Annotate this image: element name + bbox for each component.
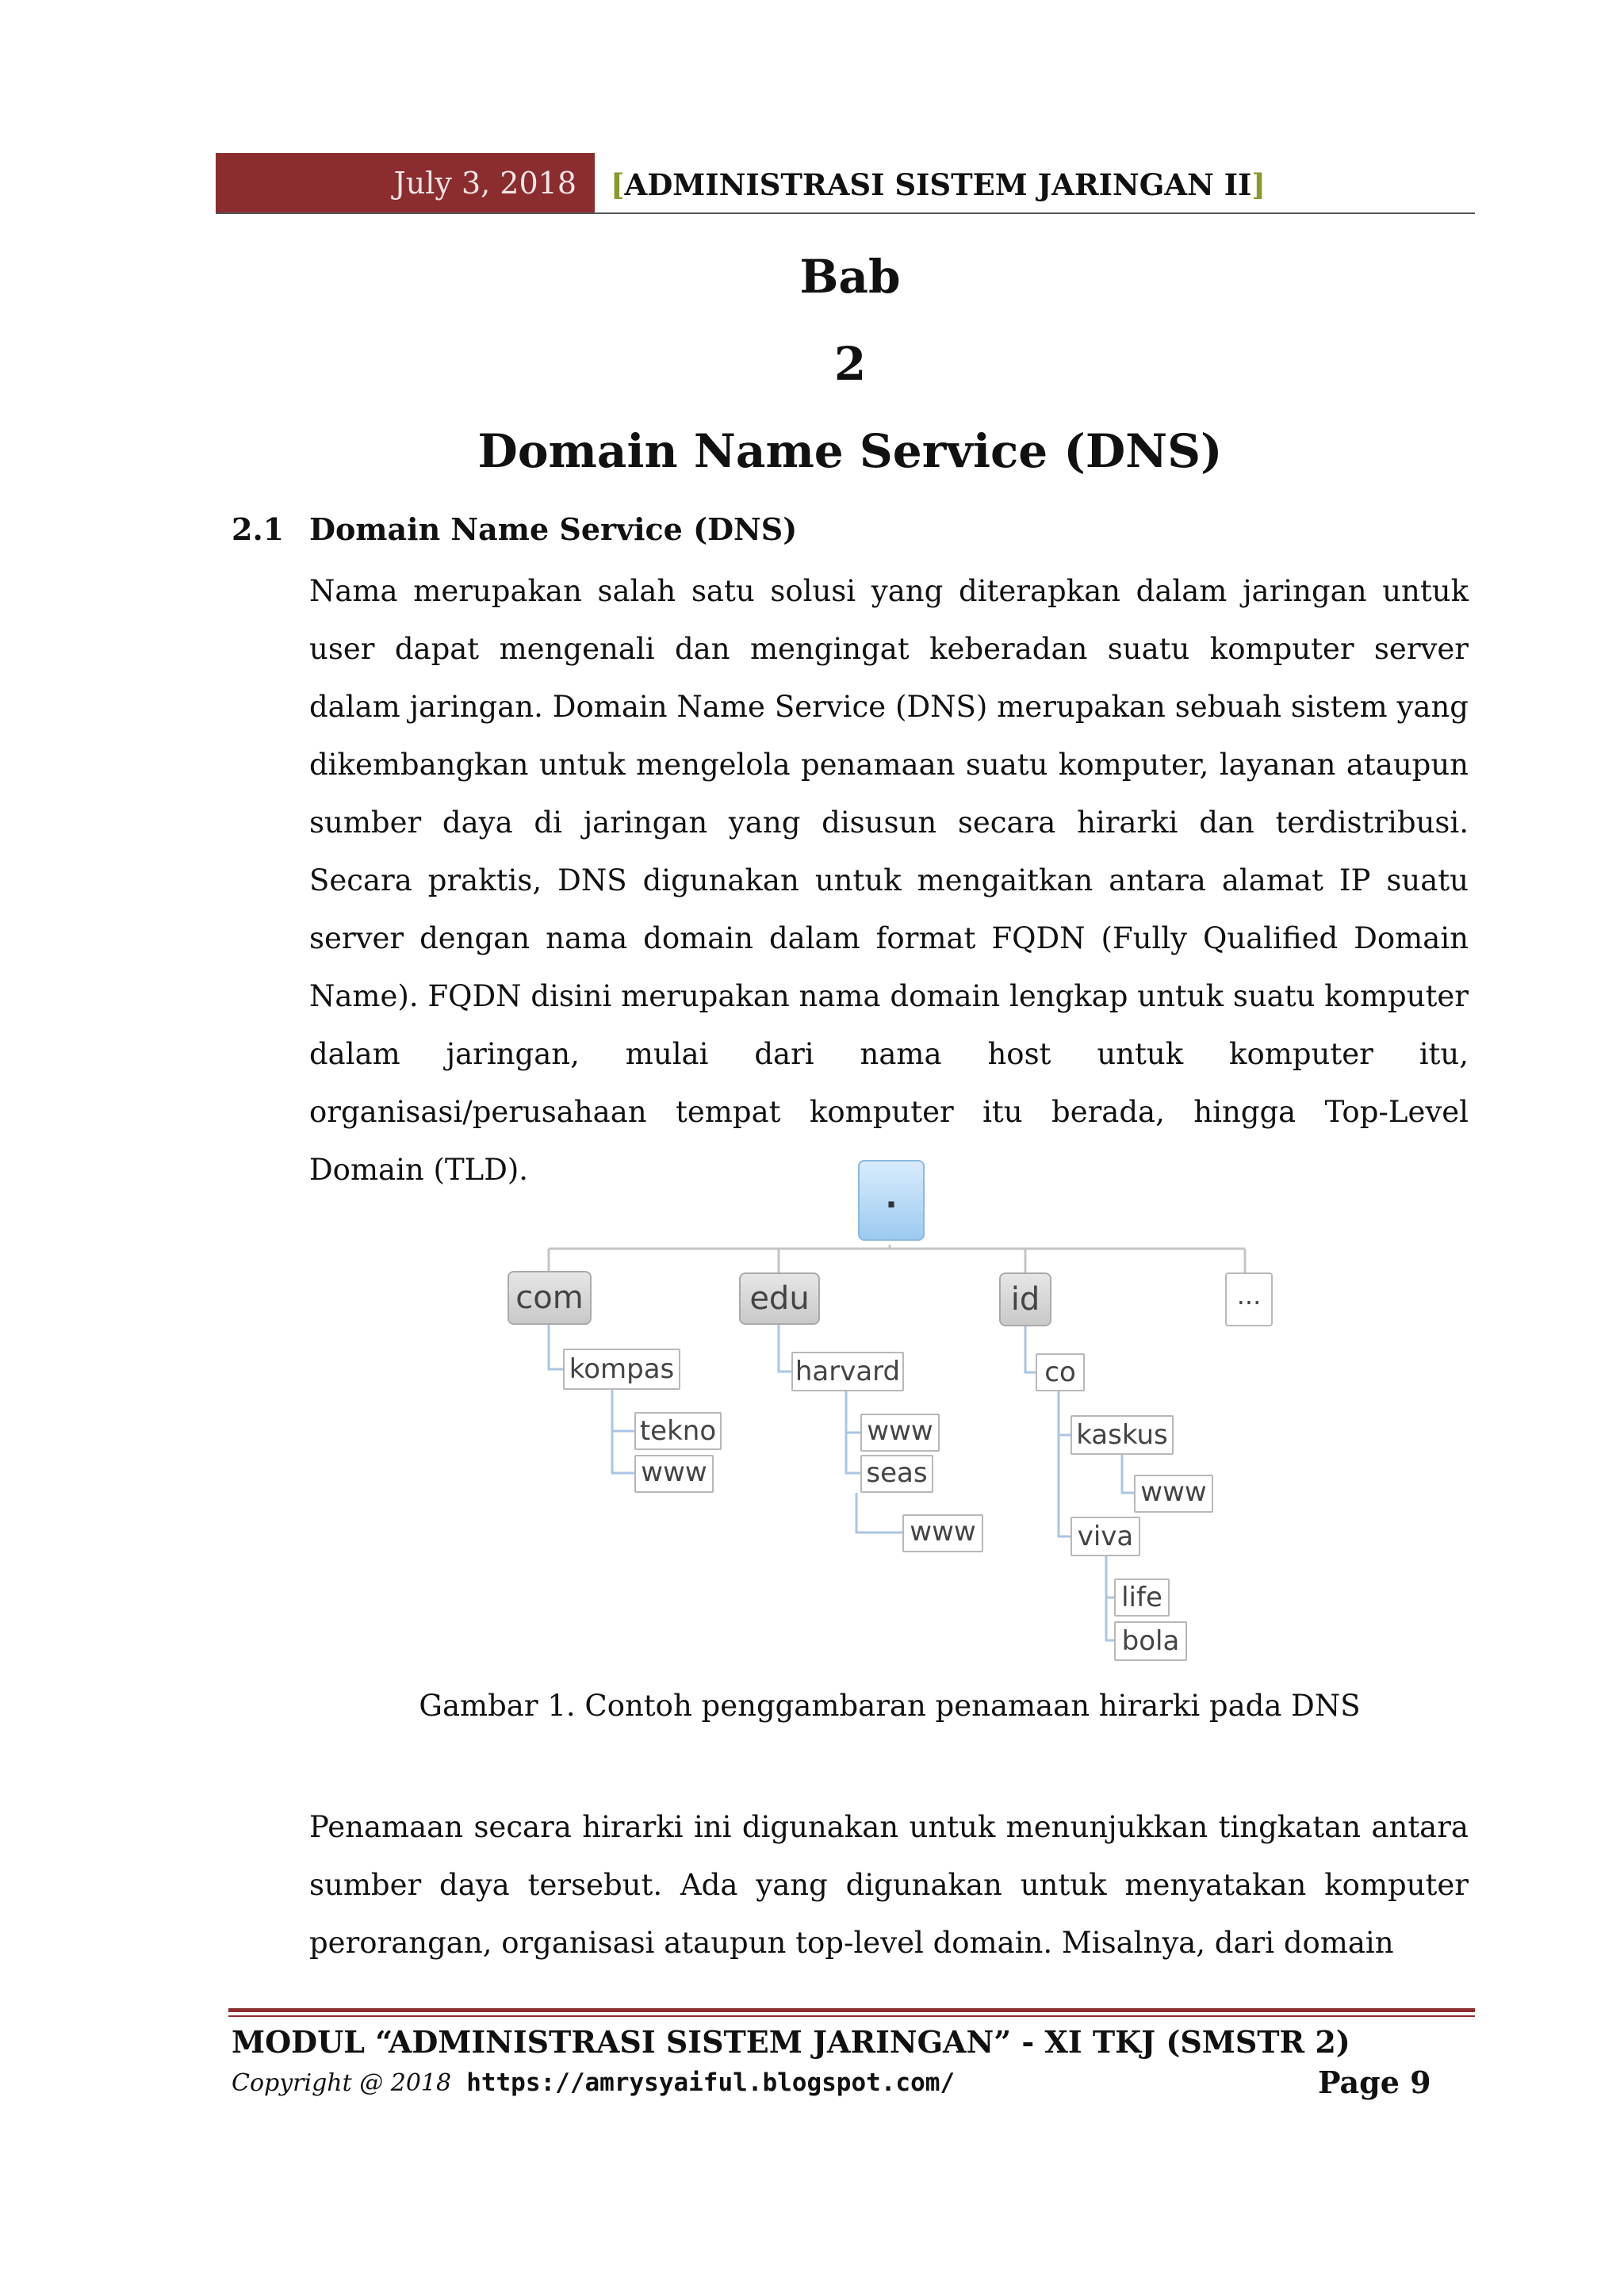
page-number: Page 9: [1318, 2064, 1431, 2100]
node-kaskus-www: www: [1134, 1475, 1213, 1513]
node-bola: bola: [1114, 1621, 1187, 1661]
header-title-text: ADMINISTRASI SISTEM JARINGAN II: [624, 167, 1252, 202]
node-kaskus: kaskus: [1071, 1415, 1174, 1455]
chapter-title: Domain Name Service (DNS): [477, 424, 1223, 478]
root-node: .: [858, 1160, 925, 1241]
footer-copyright: [232, 2068, 955, 2097]
footer-copyright-text: Copyright @ 2018: [232, 2069, 452, 2097]
section-title: Domain Name Service (DNS): [309, 511, 798, 547]
node-co: co: [1036, 1353, 1085, 1391]
figure-caption: Gambar 1. Contoh penggambaran penamaan hirarki pada DNS: [419, 1689, 1361, 1723]
tld-node-more: ...: [1225, 1272, 1273, 1326]
node-harvard: harvard: [791, 1352, 904, 1391]
tld-node-id: id: [999, 1272, 1051, 1326]
tld-node-com: com: [508, 1271, 592, 1325]
header-title: [611, 153, 1266, 213]
chapter-label: Bab: [799, 250, 901, 304]
paragraph-2: Penamaan secara hirarki ini digunakan untuk menunjukkan tingkatan antara sumber daya tersebut. Ada yang digunakan untuk menyatakan komputer perorangan, organisasi ataupun top-level domain. Misalnya, dari domain: [309, 1810, 1469, 1960]
paragraph-1: Nama merupakan salah satu solusi yang diterapkan dalam jaringan untuk user dapat mengenali dan mengingat keberadan suatu komputer server dalam jaringan. Domain Name Service (DNS) merupakan sebuah sistem yang dikembangkan untuk mengelola penamaan suatu komputer, layanan ataupun sumber daya di jaringan yang disusun secara hirarki dan terdistribusi. Secara praktis, DNS digunakan untuk mengaitkan antara alamat IP suatu server dengan nama domain dalam format FQDN (Fully Qualified Domain Name). FQDN disini merupakan nama domain lengkap untuk suatu komputer dalam jaringan, mulai dari nama host untuk komputer itu, organisasi/perusahaan tempat komputer itu berada, hingga Top-Level Domain (TLD).: [309, 574, 1469, 1187]
header-date: July 3, 2018: [393, 166, 576, 201]
tld-node-edu: edu: [739, 1272, 820, 1325]
node-seas: seas: [860, 1455, 933, 1493]
dns-hierarchy-diagram: [500, 1154, 1293, 1669]
header-bracket-close: ]: [1251, 167, 1266, 202]
node-life: life: [1114, 1578, 1170, 1617]
node-com-www: www: [634, 1455, 714, 1493]
footer-title: MODUL “ADMINISTRASI SISTEM JARINGAN” - XI TKJ (SMSTR 2): [232, 2024, 1350, 2060]
footer-url[interactable]: https://amrysyaiful.blogspot.com/: [466, 2068, 956, 2097]
chapter-number: 2: [833, 337, 867, 391]
header-rule: [216, 212, 1475, 214]
node-kompas: kompas: [563, 1349, 680, 1390]
header-bracket-open: [: [611, 167, 625, 202]
node-seas-www: www: [902, 1514, 983, 1552]
node-viva: viva: [1071, 1517, 1140, 1556]
node-tekno: tekno: [634, 1412, 722, 1450]
footer-rule-thin: [228, 2015, 1475, 2017]
footer-rule-thick: [228, 2008, 1475, 2012]
node-edu-www: www: [860, 1414, 940, 1452]
section-number: 2.1: [232, 511, 285, 547]
